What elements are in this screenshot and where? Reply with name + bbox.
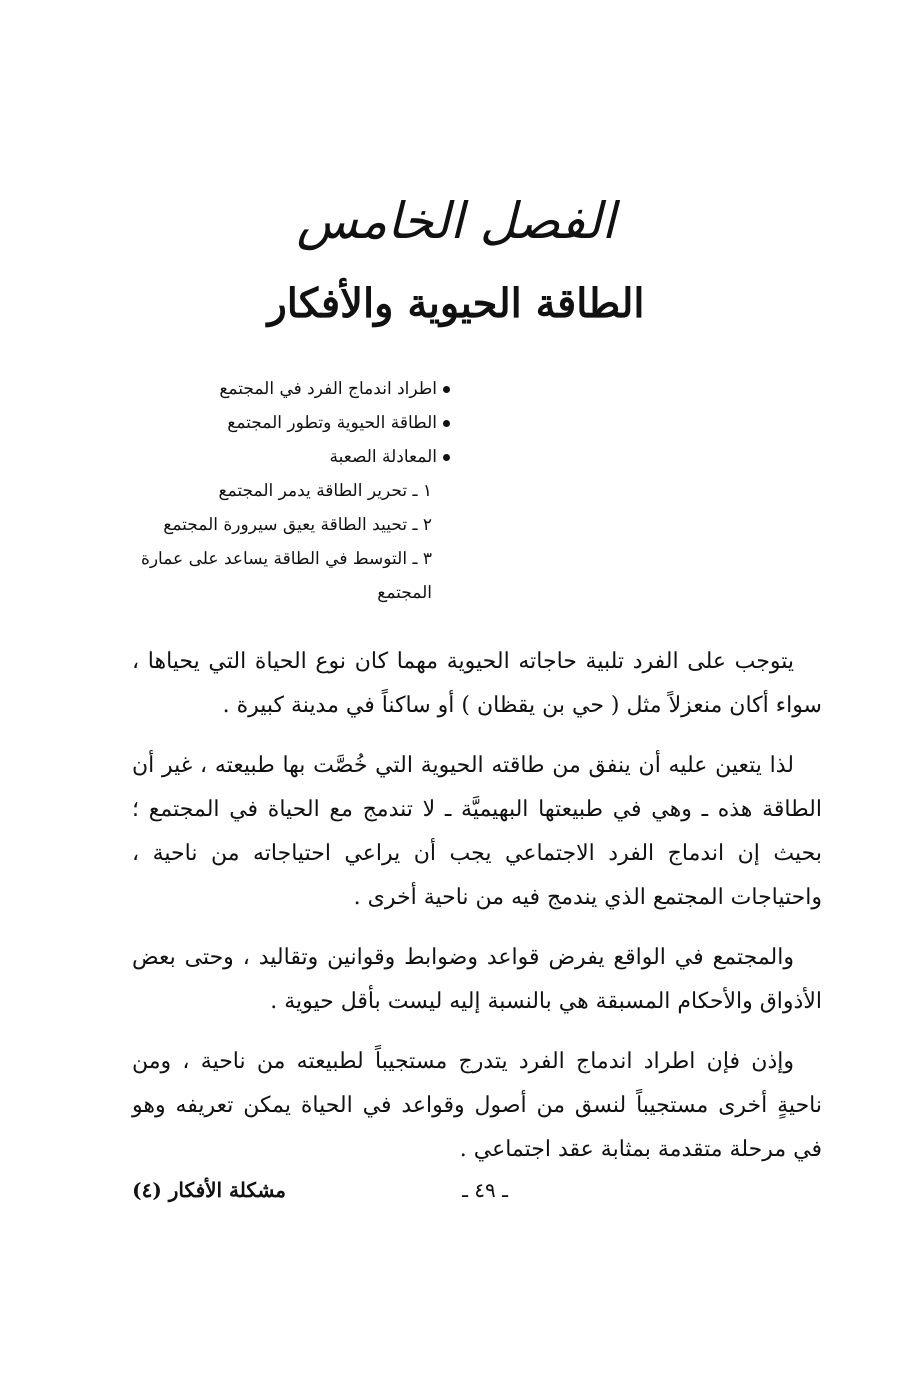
body-text xyxy=(132,640,822,1188)
contents-numbered-item: ٢ ـ تحييد الطاقة يعيق سيرورة المجتمع xyxy=(163,515,432,535)
bullet-icon xyxy=(443,454,450,461)
paragraph: والمجتمع في الواقع يفرض قواعد وضوابط وقوانين وتقاليد ، وحتى بعض الأذواق والأحكام المسبقة هي بالنسبة إليه ليست بأقل حيوية . xyxy=(132,945,822,1014)
bullet-icon xyxy=(443,386,450,393)
contents-item-text: المعادلة الصعبة xyxy=(329,447,437,467)
contents-item-text: الطاقة الحيوية وتطور المجتمع xyxy=(227,413,437,433)
paragraph: يتوجب على الفرد تلبية حاجاته الحيوية مهما كان نوع الحياة التي يحياها ، سواء أكان منعزلاً مثل ( حي بن يقظان ) أو ساكناً في مدينة كبيرة . xyxy=(132,649,822,718)
chapter-title: الطاقة الحيوية والأفكار xyxy=(267,280,645,327)
chapter-label: الفصل الخامس xyxy=(296,192,616,250)
page-footer xyxy=(0,1178,912,1218)
contents-item-text: اطراد اندماج الفرد في المجتمع xyxy=(219,379,437,399)
contents-numbered-item: ٣ ـ التوسط في الطاقة يساعد على عمارة المجتمع xyxy=(140,549,432,603)
contents-bullet-item xyxy=(120,372,450,406)
contents-numbered-item: ١ ـ تحرير الطاقة يدمر المجتمع xyxy=(218,481,432,501)
page-number: ـ ٤٩ ـ xyxy=(462,1178,508,1202)
bullet-icon xyxy=(443,420,450,427)
paragraph: لذا يتعين عليه أن ينفق من طاقته الحيوية التي خُصَّت بها طبيعته ، غير أن الطاقة هذه ـ وهي في طبيعتها البهيميَّة ـ لا تندمج مع الحياة في المجتمع ؛ بحيث إن اندماج الفرد الاجتماعي يجب أن يراعي احتياجاته من ناحية ، واحتياجات المجتمع الذي يندمج فيه من ناحية أخرى . xyxy=(132,753,822,910)
chapter-contents xyxy=(120,372,450,610)
contents-bullet-item xyxy=(120,440,450,474)
contents-bullet-item xyxy=(120,406,450,440)
paragraph: وإذن فإن اطراد اندماج الفرد يتدرج مستجيباً لطبيعته من ناحية ، ومن ناحيةٍ أخرى مستجيباً لنسق من أصول وقواعد في الحياة يمكن تعريفه وهو في مرحلة متقدمة بمثابة عقد اجتماعي . xyxy=(132,1049,822,1162)
book-reference: مشكلة الأفكار (٤) xyxy=(132,1178,286,1202)
